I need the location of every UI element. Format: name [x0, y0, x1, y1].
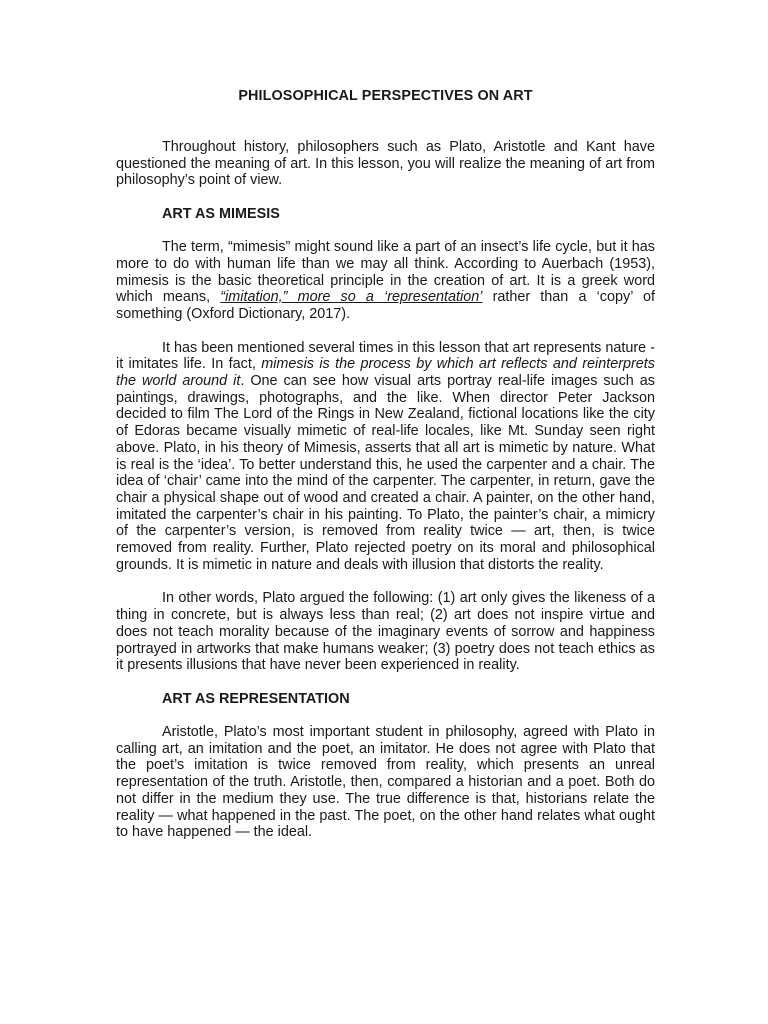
section-heading-representation: ART AS REPRESENTATION: [162, 690, 350, 707]
intro-paragraph: Throughout history, philosophers such as Plato, Aristotle and Kant have questioned the meaning of art. In this lesson, you will realize the meaning of art from philosophy’s point of view.: [116, 139, 655, 189]
paragraph-text: The term, “mimesis” might sound like a part of an insect’s life cycle, but it has more to do with human life than we may all think. According to Auerbach (1953), mimesis is the basic theoretical principle in the creation of art. It is a greek word which means,: [116, 239, 655, 306]
section-heading-mimesis: ART AS MIMESIS: [162, 206, 280, 223]
paragraph-text: rather than a ‘copy’ of something (Oxford Dictionary, 2017).: [116, 289, 656, 322]
mimesis-paragraph-1: [116, 239, 655, 323]
representation-paragraph-1: Aristotle, Plato’s most important student in philosophy, agreed with Plato in calling art, an imitation and the poet, an imitator. He does not agree with Plato that the poet’s imitation is twice removed from reality, which presents an unreal representation of the truth. Aristotle, then, compared a historian and a poet. Both do not differ in the medium they use. The true difference is that, historians relate the reality — what happened in the past. The poet, on the other hand relates what ought to have happened — the ideal.: [116, 723, 655, 841]
emphasized-text: mimesis is the process by which art reflects and reinterprets the world around it: [116, 356, 656, 390]
mimesis-paragraph-3: In other words, Plato argued the following: (1) art only gives the likeness of a thing in concrete, but is always less than real; (2) art does not inspire virtue and does not teach morality because of the imaginary events of sorrow and happiness portrayed in artworks that make humans weaker; (3) poetry does not teach ethics as it presents illusions that have never been experienced in reality.: [116, 590, 655, 674]
page-title: PHILOSOPHICAL PERSPECTIVES ON ART: [238, 88, 533, 104]
paragraph-text: It has been mentioned several times in this lesson that art represents nature - it imitates life. In fact,: [116, 339, 655, 373]
mimesis-paragraph-2: [116, 340, 655, 574]
emphasized-text: “imitation,” more so a ‘representation’: [220, 289, 483, 306]
paragraph-text: . One can see how visual arts portray real-life images such as paintings, drawings, photographs, and the like. When director Peter Jackson decided to film The Lord of the Rings in New Zealand, fictional locations like the city of Edoras became visually mimetic of real-life locales, like Mt. Sunday seen right above. Plato, in his theory of Mimesis, asserts that all art is mimetic by nature. What is real is the ‘idea’. To better understand this, he used the carpenter and a chair. The idea of ‘chair’ came into the mind of the carpenter. The carpenter, in return, gave the chair a physical shape out of wood and created a chair. A painter, on the other hand, imitated the carpenter’s chair in his painting. To Plato, the painter’s chair, a mimicry of the carpenter’s version, is removed from reality twice — art, then, is twice removed from reality. Further, Plato rejected poetry on its moral and philosophical grounds. It is mimetic in nature and deals with illusion that distorts the reality.: [116, 373, 655, 573]
